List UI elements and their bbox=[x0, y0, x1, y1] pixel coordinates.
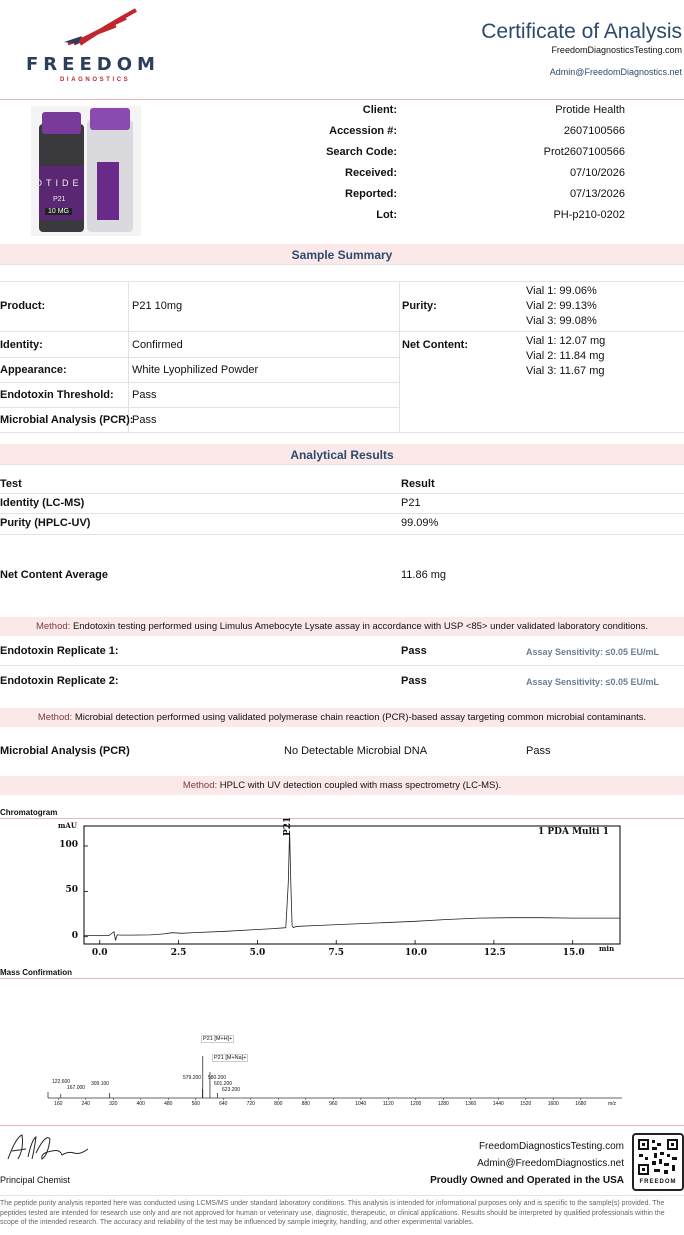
microbial-method-label: Method: bbox=[37, 712, 73, 723]
accession-value: 2607100566 bbox=[563, 125, 625, 137]
result-column-header: Result bbox=[401, 478, 435, 490]
purity-label: Purity: bbox=[402, 300, 437, 312]
y-tick-label: 100 bbox=[59, 839, 78, 850]
product-value: P21 10mg bbox=[132, 300, 183, 312]
plot-frame bbox=[84, 826, 620, 944]
footer-website: FreedomDiagnosticsTesting.com bbox=[478, 1141, 624, 1152]
endotoxin-threshold-value: Pass bbox=[132, 389, 157, 401]
microbial-summary-label: Microbial Analysis (PCR): bbox=[0, 414, 134, 426]
chromatogram-chart bbox=[0, 820, 684, 962]
endotoxin-method bbox=[0, 621, 684, 632]
mass-peak-label-3091: 309.100 bbox=[91, 1081, 110, 1087]
hplc-method bbox=[0, 780, 684, 791]
mass-peak-label-6232: 623.200 bbox=[222, 1087, 241, 1093]
identity-lcms-test: Identity (LC-MS) bbox=[0, 497, 85, 509]
chromatogram-trace bbox=[84, 831, 620, 941]
x-tick-label: 15.0 bbox=[562, 948, 585, 958]
sample-summary-title: Sample Summary bbox=[291, 248, 393, 262]
flag-swoosh-icon bbox=[60, 6, 140, 46]
mass-x-tick-label: 240 bbox=[81, 1101, 90, 1107]
vial-amount-label: 10 MG bbox=[45, 208, 72, 215]
analytical-title: Analytical Results bbox=[290, 448, 394, 462]
net-vial-1: Vial 1: 12.07 mg bbox=[526, 335, 606, 347]
x-tick-label: 5.0 bbox=[249, 948, 266, 958]
mass-x-tick-label: 1200 bbox=[410, 1101, 422, 1107]
hplc-method-text: HPLC with UV detection coupled with mass spectrometry (LC-MS). bbox=[219, 780, 502, 791]
vial-brand-text: OTIDE bbox=[35, 178, 83, 188]
chromatogram-series-label: 1 PDA Multi 1 bbox=[538, 827, 609, 837]
qr-code[interactable] bbox=[632, 1133, 684, 1191]
net-content-test: Net Content Average bbox=[0, 569, 108, 581]
mass-annotation-mh: P21 [M+H]+ bbox=[203, 1036, 233, 1042]
identity-lcms-result: P21 bbox=[401, 497, 421, 509]
appearance-value: White Lyophilized Powder bbox=[132, 364, 259, 376]
header-website: FreedomDiagnosticsTesting.com bbox=[551, 45, 682, 55]
microbial-finding: No Detectable Microbial DNA bbox=[284, 745, 428, 757]
qr-caption: FREEDOM bbox=[639, 1179, 677, 1185]
purity-vial-3: Vial 3: 99.08% bbox=[526, 315, 597, 327]
reported-label: Reported: bbox=[345, 188, 397, 200]
signature bbox=[2, 1129, 92, 1169]
x-tick-label: 10.0 bbox=[405, 948, 427, 958]
endotoxin-rep1-test: Endotoxin Replicate 1: bbox=[0, 645, 119, 657]
mass-peak-label-1226: 122.600 bbox=[52, 1079, 71, 1085]
vial-product-label: P21 bbox=[53, 196, 66, 203]
mass-peak-label-6012: 601.200 bbox=[214, 1081, 233, 1087]
search-code-value: Prot2607100566 bbox=[543, 146, 625, 158]
header-email[interactable]: Admin@FreedomDiagnostics.net bbox=[549, 67, 682, 77]
mass-x-tick-label: 1280 bbox=[437, 1101, 449, 1107]
endotoxin-rep1-result: Pass bbox=[401, 645, 427, 657]
mass-spectrum-chart bbox=[0, 1030, 684, 1110]
brand-logo bbox=[22, 6, 162, 86]
net-vial-3: Vial 3: 11.67 mg bbox=[526, 365, 605, 377]
mass-x-tick-label: 800 bbox=[274, 1101, 283, 1107]
mass-peak-label-5802: 580.200 bbox=[208, 1075, 227, 1081]
lot-value: PH-p210-0202 bbox=[553, 209, 625, 221]
signer-role: Principal Chemist bbox=[0, 1175, 71, 1185]
mass-x-tick-label: 880 bbox=[301, 1101, 310, 1107]
mass-x-tick-label: 560 bbox=[191, 1101, 200, 1107]
endotoxin-rep2-sensitivity: Assay Sensitivity: ≤0.05 EU/mL bbox=[526, 677, 659, 687]
endotoxin-rep2-test: Endotoxin Replicate 2: bbox=[0, 675, 119, 687]
mass-x-tick-label: 960 bbox=[329, 1101, 338, 1107]
microbial-summary-value: Pass bbox=[132, 414, 157, 426]
mass-x-tick-label: 1120 bbox=[382, 1101, 394, 1107]
header-divider bbox=[0, 99, 684, 100]
accession-label: Accession #: bbox=[329, 125, 397, 137]
net-content-label: Net Content: bbox=[402, 339, 468, 351]
microbial-result: Pass bbox=[526, 745, 551, 757]
received-label: Received: bbox=[345, 167, 397, 179]
net-content-result: 11.86 mg bbox=[401, 569, 447, 581]
mass-x-tick-label: 1680 bbox=[575, 1101, 587, 1107]
mass-annotation-mna: P21 [M+Na]+ bbox=[214, 1055, 247, 1061]
mass-x-tick-label: 720 bbox=[246, 1101, 255, 1107]
y-tick-label: 50 bbox=[65, 885, 78, 896]
appearance-label: Appearance: bbox=[0, 364, 67, 376]
client-label: Client: bbox=[362, 104, 397, 116]
mass-x-tick-label: 1360 bbox=[465, 1101, 477, 1107]
microbial-test: Microbial Analysis (PCR) bbox=[0, 745, 130, 757]
mass-x-tick-label: 1520 bbox=[520, 1101, 532, 1107]
product-photo bbox=[31, 106, 141, 236]
purity-vial-2: Vial 2: 99.13% bbox=[526, 300, 597, 312]
mass-x-tick-label: 1440 bbox=[492, 1101, 504, 1107]
y-tick-label: 0 bbox=[71, 930, 78, 941]
signature-name bbox=[2, 1130, 8, 1131]
net-vial-2: Vial 2: 11.84 mg bbox=[526, 350, 605, 362]
purity-hplc-test: Purity (HPLC-UV) bbox=[0, 517, 91, 529]
mass-x-tick-label: 400 bbox=[136, 1101, 145, 1107]
page-title: Certificate of Analysis bbox=[481, 20, 682, 43]
footer-tagline: Proudly Owned and Operated in the USA bbox=[430, 1175, 624, 1186]
identity-label: Identity: bbox=[0, 339, 43, 351]
purity-hplc-result: 99.09% bbox=[401, 517, 439, 529]
mass-title: Mass Confirmation bbox=[0, 968, 73, 977]
microbial-method bbox=[0, 712, 684, 723]
mass-x-tick-label: 320 bbox=[109, 1101, 118, 1107]
endotoxin-rep1-sensitivity: Assay Sensitivity: ≤0.05 EU/mL bbox=[526, 647, 659, 657]
footer-email[interactable]: Admin@FreedomDiagnostics.net bbox=[477, 1158, 624, 1169]
brand-sub: DIAGNOSTICS bbox=[60, 77, 131, 83]
endotoxin-rep2-result: Pass bbox=[401, 675, 427, 687]
product-label: Product: bbox=[0, 300, 46, 312]
mass-x-tick-label: 1040 bbox=[355, 1101, 367, 1107]
endotoxin-method-text: Endotoxin testing performed using Limulus Amebocyte Lysate assay in accordance with USP <85> under validated laboratory conditions. bbox=[72, 621, 649, 632]
chromatogram-title: Chromatogram bbox=[0, 808, 58, 817]
search-code-label: Search Code: bbox=[326, 146, 397, 158]
client-value: Protide Health bbox=[555, 104, 625, 116]
hplc-method-label: Method: bbox=[182, 780, 218, 791]
x-tick-label: 0.0 bbox=[91, 948, 108, 958]
test-column-header: Test bbox=[0, 478, 22, 490]
mass-xunit: m/z bbox=[608, 1101, 617, 1107]
x-tick-label: 2.5 bbox=[170, 948, 187, 958]
identity-value: Confirmed bbox=[132, 339, 183, 351]
mass-x-tick-label: 160 bbox=[54, 1101, 63, 1107]
mass-x-tick-label: 480 bbox=[164, 1101, 173, 1107]
chromatogram-peak-label: P21 bbox=[283, 816, 293, 836]
qr-code-icon bbox=[634, 1135, 682, 1179]
mass-x-tick-label: 1600 bbox=[547, 1101, 559, 1107]
disclaimer: The peptide purity analysis reported here was conducted using LCMS/MS under standard laboratory conditions. This analysis is intended for informational purposes only and is specific to the sample(s) provided. The peptides tested are intended for research use only and are not approved for human or veterinary use, diagnostic, therapeutic, or clinical applications. Results should be interpreted by qualified professionals within the scope of the intended research. The accuracy and reliability of the test may be influenced by sample integrity, handling, and other experimental variables. bbox=[0, 1200, 665, 1226]
x-tick-label: 12.5 bbox=[483, 948, 506, 958]
mass-x-tick-label: 640 bbox=[219, 1101, 228, 1107]
reported-value: 07/13/2026 bbox=[569, 188, 625, 200]
brand-name: FREEDOM bbox=[26, 54, 160, 75]
chromatogram-ylabel: mAU bbox=[58, 821, 77, 830]
microbial-method-text: Microbial detection performed using validated polymerase chain reaction (PCR)-based assay targeting common microbial contaminants. bbox=[74, 712, 647, 723]
mass-peak-label-1670: 167.000 bbox=[67, 1085, 86, 1091]
lot-label: Lot: bbox=[376, 209, 397, 221]
mass-peak-label-5792: 579.200 bbox=[183, 1075, 202, 1081]
chromatogram-xunit: min bbox=[599, 944, 615, 953]
endotoxin-threshold-label: Endotoxin Threshold: bbox=[0, 389, 114, 401]
endotoxin-method-label: Method: bbox=[35, 621, 71, 632]
x-tick-label: 7.5 bbox=[328, 948, 345, 958]
purity-vial-1: Vial 1: 99.06% bbox=[526, 285, 597, 297]
received-value: 07/10/2026 bbox=[569, 167, 625, 179]
